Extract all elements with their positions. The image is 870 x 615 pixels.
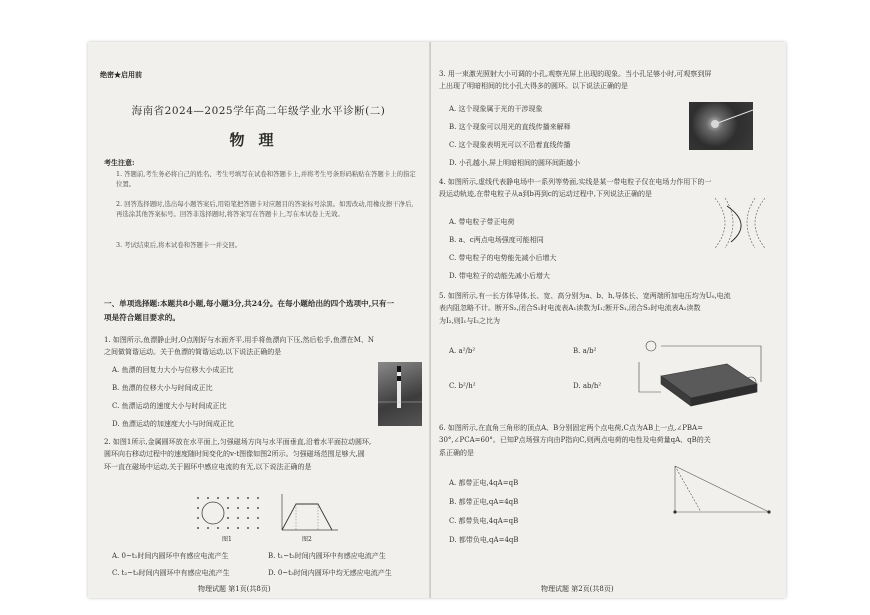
cuboid-circuit-diagram [631, 332, 771, 410]
exam-paper [88, 42, 786, 598]
right-footer: 物理试题 第2页(共8页) [541, 585, 614, 593]
q3-option-d: D. 小孔越小,屏上明暗相间的圆环间距越小 [449, 159, 581, 167]
q4-option-c: C. 带电粒子的电势能先减小后增大 [449, 254, 557, 262]
q6-line-2: 30°,∠PCA=60°。已知P点场强方向由P指向C,则两点电荷的电性及电荷量qA、qB的关 [439, 436, 711, 445]
q5-option-a: A. a²/b² [449, 347, 476, 355]
figure-2-vt-graph [278, 492, 340, 534]
left-page [88, 42, 429, 598]
triangle-charges-diagram [665, 460, 777, 520]
q5-line-2: 表内阻忽略不计。断开S₂,闭合S₁时电流表A₁读数为I₁;断开S₁,闭合S₂时电流表A₂读数 [439, 304, 701, 313]
q3-option-c: C. 这个现象表明光可以不沿着直线传播 [449, 141, 571, 149]
q6-line-3: 系正确的是 [439, 448, 474, 457]
right-page [431, 42, 786, 598]
notes-heading: 考生注意: [104, 158, 135, 167]
q5-option-b: B. a/b² [573, 347, 597, 355]
q3-line-2: 上出现了明暗相间的比小孔大得多的圆环。以下说法正确的是 [439, 82, 628, 91]
exam-title: 海南省2024—2025学年高二年级学业水平诊断(二) [131, 105, 386, 117]
note-1: 1. 答题前,考生务必将自己的姓名、考生号填写在试卷和答题卡上,并将考生号条形码粘贴在答题卡上的指定位置。 [116, 170, 416, 188]
figure-2-label: 图2 [302, 536, 312, 543]
q4-option-a: A. 带电粒子带正电荷 [449, 218, 515, 226]
q3-option-b: B. 这个现象可以用光的直线传播来解释 [449, 123, 571, 131]
q2-line-3: 环一直在磁场中运动,关于圆环中感应电流的有无,以下说法正确的是 [104, 462, 312, 471]
q5-option-d: D. ab/h² [573, 382, 602, 390]
left-footer: 物理试题 第1页(共8页) [198, 585, 271, 593]
fishing-float-photo [378, 362, 422, 426]
q6-line-1: 6. 如图所示,在直角三角形的顶点A、B分别固定两个点电荷,C点为AB上一点,∠PBA= [439, 424, 703, 432]
q5-option-c: C. b²/h² [449, 382, 476, 390]
q5-line-1: 5. 如图所示,有一长方体导体,长、宽、高分别为a、b、h,导体长、宽两端所加电压均为U₀,电流 [439, 292, 731, 300]
q4-option-d: D. 带电粒子的动能先减小后增大 [449, 272, 550, 280]
q1-line-1: 1. 如图所示,鱼漂静止时,O点刚好与水面齐平,用手将鱼漂向下压,然后松手,鱼漂在M、N [104, 336, 375, 344]
q1-option-a: A. 鱼漂的回复力大小与位移大小成正比 [112, 366, 234, 374]
question-5-stem [439, 290, 779, 327]
section-line-2: 项是符合题目要求的。 [104, 313, 180, 323]
note-2: 2. 回答选择题时,选出每小题答案后,用铅笔把答题卡对应题目的答案标号涂黑。如需改动,用橡皮擦干净后,再选涂其他答案标号。回答非选择题时,将答案写在答题卡上,写在本试卷上无效。 [116, 200, 414, 218]
laser-beam-drawing [689, 102, 753, 150]
note-3: 3. 考试结束后,将本试卷和答题卡一并交回。 [116, 241, 242, 249]
q1-option-d: D. 鱼漂运动的加速度大小与时间成正比 [112, 420, 234, 428]
q1-option-c: C. 鱼漂运动的速度大小与时间成正比 [112, 402, 227, 410]
q6-option-c: C. 都带负电,4qA=qB [449, 517, 519, 525]
q1-option-b: B. 鱼漂的位移大小与时间成正比 [112, 384, 213, 392]
q4-line-1: 4. 如图所示,虚线代表静电场中一系列等势面,实线是某一带电粒子仅在电场力作用下的一 [439, 178, 712, 186]
q2-line-2: 圆环向右移动过程中的速度随时间变化的v-t图像如图2所示。匀强磁场范围足够大,圆 [104, 450, 365, 459]
laser-diffraction-photo [689, 102, 753, 150]
q4-option-b: B. a、c两点电场强度可能相同 [449, 236, 544, 244]
section-line-1: 一、单项选择题:本题共8小题,每小题3分,共24分。在每小题给出的四个选项中,只有一 [104, 299, 395, 308]
question-1-stem [104, 334, 422, 359]
section-heading [104, 297, 422, 326]
equipotential-diagram [705, 194, 775, 252]
q6-option-b: B. 都带正电,qA=4qB [449, 498, 519, 506]
q2-option-b: B. t₁~t₂时间内圆环中有感应电流产生 [268, 552, 386, 560]
float-drawing [378, 362, 422, 426]
q6-option-d: D. 都带负电,qA=4qB [449, 536, 519, 544]
q5-line-3: 为I₂,则I₁与I₂之比为 [439, 316, 500, 325]
q4-line-2: 段运动轨迹,在带电粒子从a到b再到c的运动过程中,下列说法正确的是 [439, 190, 653, 199]
subject-title: 物理 [229, 131, 288, 149]
q3-line-1: 3. 用一束激光照射大小可调的小孔,观察光屏上出现的现象。当小孔足够小时,可观察到屏 [439, 70, 712, 78]
q2-option-c: C. t₂~t₃时间内圆环中有感应电流产生 [112, 569, 230, 577]
figure-1-label: 图1 [222, 536, 232, 543]
q2-option-a: A. 0~t₁时间内圆环中有感应电流产生 [112, 552, 229, 560]
secret-mark: 绝密★启用前 [100, 70, 142, 79]
question-3-stem [439, 68, 779, 93]
q2-line-1: 2. 如图1所示,金属圆环放在水平面上,匀强磁场方向与水平面垂直,沿着水平面拉动圆环, [104, 438, 372, 446]
q6-option-a: A. 都带正电,4qA=qB [449, 479, 519, 487]
q1-line-2: 之间做简谐运动。关于鱼漂的简谐运动,以下说法正确的是 [104, 348, 282, 357]
question-2-stem [104, 436, 422, 473]
question-6-stem [439, 422, 779, 459]
figure-1-ring-field [194, 494, 264, 534]
q2-option-d: D. 0~t₃时间内圆环中均无感应电流产生 [268, 569, 392, 577]
q3-option-a: A. 这个现象属于光的干涉现象 [449, 105, 543, 113]
